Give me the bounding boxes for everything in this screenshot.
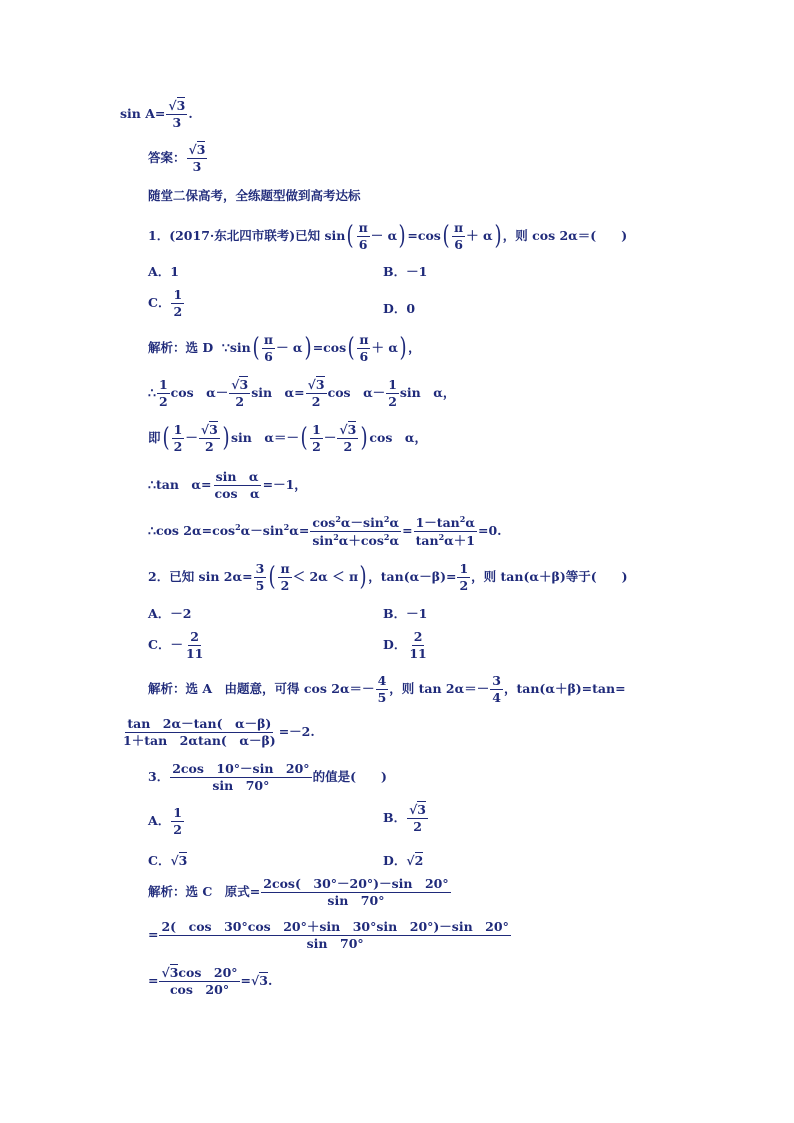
q1-solution-1: 解析：选 D ∵sin( $\frac{\pi}{6}$ － α) =cos( $\frac{\pi}{6}$ ＋ α) ，: [148, 332, 421, 364]
q2-option-d[interactable]: D． $\frac{2}{11}$: [383, 629, 427, 661]
fraction: $\frac{√3}{3}$: [168, 98, 186, 130]
q1-solution-2: ∴ $\frac{1}{2}$ cos α－ $\frac{√3}{2}$ sin α= $\frac{√3}{2}$ cos α－ $\frac{1}{2}$ sin α，: [148, 377, 456, 409]
q3-option-d[interactable]: D．√2: [383, 853, 424, 868]
q1-option-c[interactable]: C． $\frac{1}{2}$: [148, 287, 183, 319]
q2-stem: 2．已知 sin 2α= $\frac{3}{5}$ ( $\frac{\pi}{2}$ ＜ 2α ＜ π) ，tan(α－β)= $\frac{1}{2}$ ，则 tan(α＋β)等于( ): [148, 561, 628, 593]
q2-solution-2: $\frac{\tan 2\alpha-\tan( \alpha-\beta)}{1+\tan 2\alpha\tan( \alpha-\beta)}$ =－2.: [123, 716, 315, 748]
q3-option-c[interactable]: C．√3: [148, 853, 188, 868]
q3-option-a[interactable]: A． $\frac{1}{2}$: [148, 805, 182, 837]
q2-option-c[interactable]: C．－ $\frac{2}{11}$: [148, 629, 204, 661]
q2-option-b[interactable]: B．－1: [383, 606, 428, 621]
q1-stem: 1．(2017·东北四市联考)已知 sin( $\frac{\pi}{6}$ － α) =cos( $\frac{\pi}{6}$ ＋ α) ，则 cos 2α＝( ): [148, 220, 628, 252]
section-title: 随堂二保高考，全练题型做到高考达标: [148, 188, 361, 203]
q1-option-d[interactable]: D．0: [383, 301, 416, 316]
q1-solution-5: ∴cos $2\alpha=\cos^2\alpha-\sin^2\alpha=$ $\frac{\cos^2\alpha-\sin^2\alpha}{\sin^2\alpha+\cos^2\alpha}$ = $\frac{1-\tan^2\alpha}{\tan^2\alpha+1}$ =0.: [148, 514, 502, 549]
q3-solution-3: = $\frac{√3\cos 20^\circ}{\cos 20^\circ}$ =√3.: [148, 965, 273, 997]
q1-solution-3: 即( $\frac{1}{2}$ － $\frac{√3}{2}$ ) sin α＝－( $\frac{1}{2}$ － $\frac{√3}{2}$ ) cos α，: [148, 422, 428, 454]
q3-solution-1: 解析：选 C 原式= $\frac{2\cos( 30^\circ-20^\circ)-\sin 20^\circ}{\sin 70^\circ}$: [148, 876, 449, 908]
q2-solution-1: 解析：选 A 由题意，可得 cos 2α＝－ $\frac{4}{5}$ ，则 tan 2α＝－ $\frac{3}{4}$ ，tan(α＋β)=tan=: [148, 673, 626, 705]
fraction: $\frac{√3}{3}$: [188, 142, 206, 174]
answer-line: 答案： $\frac{√3}{3}$: [148, 142, 206, 174]
q1-option-b[interactable]: B．－1: [383, 264, 428, 279]
q1-option-a[interactable]: A．1: [148, 264, 179, 279]
q3-option-b[interactable]: B． $\frac{√3}{2}$: [383, 802, 426, 834]
q3-stem: 3． $\frac{2\cos 10^\circ-\sin 20^\circ}{\sin 70^\circ}$ 的值是( ): [148, 761, 387, 793]
line-sinA: sin A= $\frac{√3}{3}$ .: [120, 98, 193, 130]
q2-option-a[interactable]: A．－2: [148, 606, 192, 621]
q3-solution-2: = $\frac{2( \cos 30^\circ\cos 20^\circ+\sin 30^\circ\sin 20^\circ)-\sin 20^\circ}{\sin 70^\circ}$: [148, 919, 509, 951]
q1-solution-4: ∴tan α= $\frac{\text{sin α}}{\text{cos α}}$ =－1，: [148, 469, 307, 501]
